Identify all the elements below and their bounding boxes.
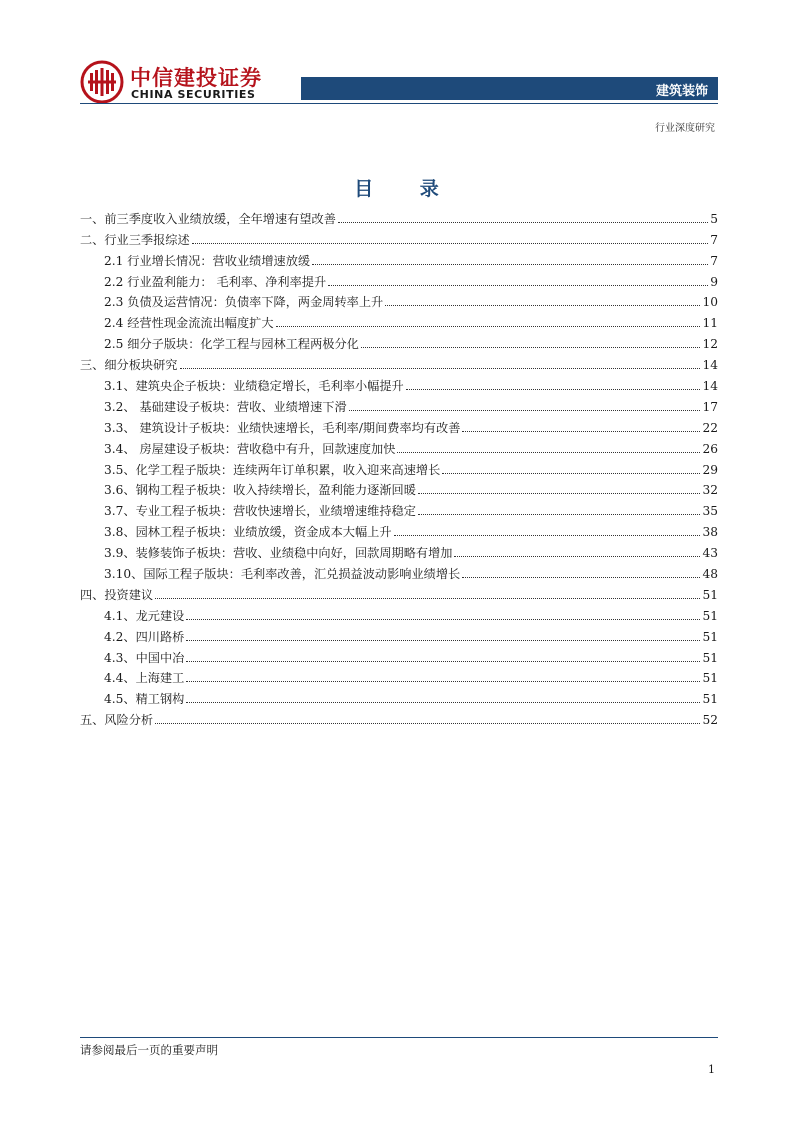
toc-entry[interactable] bbox=[80, 497, 718, 518]
toc-dot-leader bbox=[155, 723, 700, 724]
toc-dot-leader bbox=[338, 222, 708, 223]
toc-entry[interactable] bbox=[80, 205, 718, 226]
toc-entry-title: 4.4、上海建工 bbox=[104, 671, 185, 686]
table-of-contents bbox=[80, 205, 718, 727]
toc-dot-leader bbox=[186, 619, 700, 620]
toc-entry-title: 三、细分板块研究 bbox=[80, 358, 178, 373]
toc-entry-title: 3.2、 基础建设子板块：营收、业绩增速下滑 bbox=[104, 399, 347, 414]
toc-entry[interactable] bbox=[80, 393, 718, 414]
toc-entry-page: 5 bbox=[710, 211, 718, 226]
toc-dot-leader bbox=[397, 452, 700, 453]
toc-entry[interactable] bbox=[80, 581, 718, 602]
toc-entry-title: 4.5、精工钢构 bbox=[104, 692, 185, 707]
toc-dot-leader bbox=[394, 535, 701, 536]
logo-english-name: CHINA SECURITIES bbox=[131, 88, 256, 101]
toc-entry-page: 38 bbox=[702, 525, 718, 540]
toc-entry[interactable] bbox=[80, 268, 718, 289]
toc-dot-leader bbox=[418, 493, 701, 494]
china-securities-logo-icon bbox=[80, 60, 124, 104]
toc-entry[interactable] bbox=[80, 226, 718, 247]
toc-entry-page: 7 bbox=[710, 253, 718, 268]
footer-divider bbox=[80, 1037, 718, 1038]
toc-entry[interactable] bbox=[80, 477, 718, 498]
toc-entry-page: 35 bbox=[702, 504, 718, 519]
toc-entry-title: 二、行业三季报综述 bbox=[80, 232, 190, 247]
toc-dot-leader bbox=[462, 577, 700, 578]
toc-entry-title: 2.4 经营性现金流流出幅度扩大 bbox=[104, 316, 274, 331]
toc-dot-leader bbox=[186, 702, 700, 703]
toc-entry-page: 43 bbox=[702, 546, 718, 561]
toc-entry-page: 51 bbox=[702, 587, 718, 602]
toc-dot-leader bbox=[186, 661, 700, 662]
toc-entry-page: 12 bbox=[702, 337, 718, 352]
toc-dot-leader bbox=[186, 640, 700, 641]
toc-entry-page: 17 bbox=[702, 399, 718, 414]
toc-dot-leader bbox=[385, 305, 700, 306]
toc-entry-title: 3.9、装修装饰子板块：营收、业绩稳中向好，回款周期略有增加 bbox=[104, 546, 453, 561]
toc-entry-title: 4.2、四川路桥 bbox=[104, 629, 185, 644]
toc-dot-leader bbox=[454, 556, 700, 557]
toc-entry-title: 四、投资建议 bbox=[80, 587, 154, 602]
toc-entry-page: 51 bbox=[702, 671, 718, 686]
toc-entry[interactable] bbox=[80, 644, 718, 665]
toc-entry[interactable] bbox=[80, 456, 718, 477]
toc-entry-page: 14 bbox=[702, 358, 718, 373]
toc-entry-title: 2.2 行业盈利能力： 毛利率、净利率提升 bbox=[104, 274, 327, 289]
industry-label: 建筑装饰 bbox=[655, 84, 708, 99]
toc-entry-title: 2.3 负债及运营情况：负债率下降，两金周转率上升 bbox=[104, 295, 384, 310]
toc-entry[interactable] bbox=[80, 309, 718, 330]
toc-entry-page: 26 bbox=[702, 441, 718, 456]
toc-dot-leader bbox=[328, 285, 708, 286]
toc-entry-page: 52 bbox=[702, 713, 718, 728]
company-logo bbox=[80, 60, 260, 104]
toc-entry[interactable] bbox=[80, 539, 718, 560]
toc-entry-page: 51 bbox=[702, 650, 718, 665]
toc-dot-leader bbox=[276, 326, 701, 327]
toc-entry-title: 3.3、 建筑设计子板块：业绩快速增长，毛利率/期间费率均有改善 bbox=[104, 420, 461, 435]
toc-dot-leader bbox=[442, 473, 700, 474]
footer-disclaimer[interactable]: 请参阅最后一页的重要声明 bbox=[80, 1043, 218, 1057]
toc-entry-page: 48 bbox=[702, 567, 718, 582]
toc-entry[interactable] bbox=[80, 289, 718, 310]
toc-entry-page: 14 bbox=[702, 379, 718, 394]
toc-entry[interactable] bbox=[80, 560, 718, 581]
toc-entry[interactable] bbox=[80, 435, 718, 456]
toc-entry-title: 2.5 细分子版块：化学工程与园林工程两极分化 bbox=[104, 337, 359, 352]
toc-entry[interactable] bbox=[80, 623, 718, 644]
toc-entry[interactable] bbox=[80, 414, 718, 435]
toc-entry-page: 10 bbox=[702, 295, 718, 310]
toc-entry-page: 51 bbox=[702, 629, 718, 644]
toc-entry-page: 22 bbox=[702, 420, 718, 435]
toc-entry-title: 3.1、建筑央企子板块：业绩稳定增长，毛利率小幅提升 bbox=[104, 379, 404, 394]
toc-entry-title: 3.5、化学工程子版块：连续两年订单积累，收入迎来高速增长 bbox=[104, 462, 441, 477]
toc-dot-leader bbox=[462, 431, 700, 432]
logo-chinese-name: 中信建投证券 bbox=[130, 66, 262, 90]
toc-entry-page: 29 bbox=[702, 462, 718, 477]
toc-entry[interactable] bbox=[80, 330, 718, 351]
toc-dot-leader bbox=[312, 264, 708, 265]
page-number: 1 bbox=[708, 1063, 715, 1076]
toc-dot-leader bbox=[186, 681, 700, 682]
toc-entry[interactable] bbox=[80, 685, 718, 706]
toc-dot-leader bbox=[180, 368, 701, 369]
toc-entry[interactable] bbox=[80, 518, 718, 539]
toc-entry-title: 3.6、钢构工程子板块：收入持续增长，盈利能力逐渐回暖 bbox=[104, 483, 416, 498]
toc-entry-page: 7 bbox=[710, 232, 718, 247]
toc-entry[interactable] bbox=[80, 247, 718, 268]
report-type-label: 行业深度研究 bbox=[655, 123, 715, 134]
header-divider bbox=[80, 103, 718, 104]
toc-entry-title: 2.1 行业增长情况：营收业绩增速放缓 bbox=[104, 253, 311, 268]
toc-dot-leader bbox=[406, 389, 701, 390]
toc-dot-leader bbox=[349, 410, 701, 411]
toc-dot-leader bbox=[155, 598, 700, 599]
toc-entry[interactable] bbox=[80, 351, 718, 372]
toc-entry[interactable] bbox=[80, 372, 718, 393]
toc-entry-page: 11 bbox=[702, 316, 718, 331]
toc-entry-title: 3.10、国际工程子版块：毛利率改善，汇兑损益波动影响业绩增长 bbox=[104, 567, 461, 582]
toc-dot-leader bbox=[192, 243, 709, 244]
header-band bbox=[301, 77, 718, 100]
toc-entry[interactable] bbox=[80, 602, 718, 623]
toc-entry[interactable] bbox=[80, 665, 718, 686]
toc-entry-title: 五、风险分析 bbox=[80, 713, 154, 728]
toc-dot-leader bbox=[361, 347, 701, 348]
toc-entry-title: 3.4、 房屋建设子板块：营收稳中有升，回款速度加快 bbox=[104, 441, 396, 456]
toc-entry-title: 4.3、中国中冶 bbox=[104, 650, 185, 665]
toc-entry-page: 32 bbox=[702, 483, 718, 498]
toc-entry-page: 9 bbox=[710, 274, 718, 289]
toc-entry-title: 一、前三季度收入业绩放缓，全年增速有望改善 bbox=[80, 211, 336, 226]
toc-entry-title: 4.1、龙元建设 bbox=[104, 608, 185, 623]
toc-title: 目 录 bbox=[354, 178, 459, 200]
toc-entry-page: 51 bbox=[702, 692, 718, 707]
toc-entry-page: 51 bbox=[702, 608, 718, 623]
toc-dot-leader bbox=[418, 514, 701, 515]
toc-entry-title: 3.7、专业工程子板块：营收快速增长，业绩增速维持稳定 bbox=[104, 504, 416, 519]
toc-entry-title: 3.8、园林工程子板块：业绩放缓，资金成本大幅上升 bbox=[104, 525, 392, 540]
toc-entry[interactable] bbox=[80, 706, 718, 727]
